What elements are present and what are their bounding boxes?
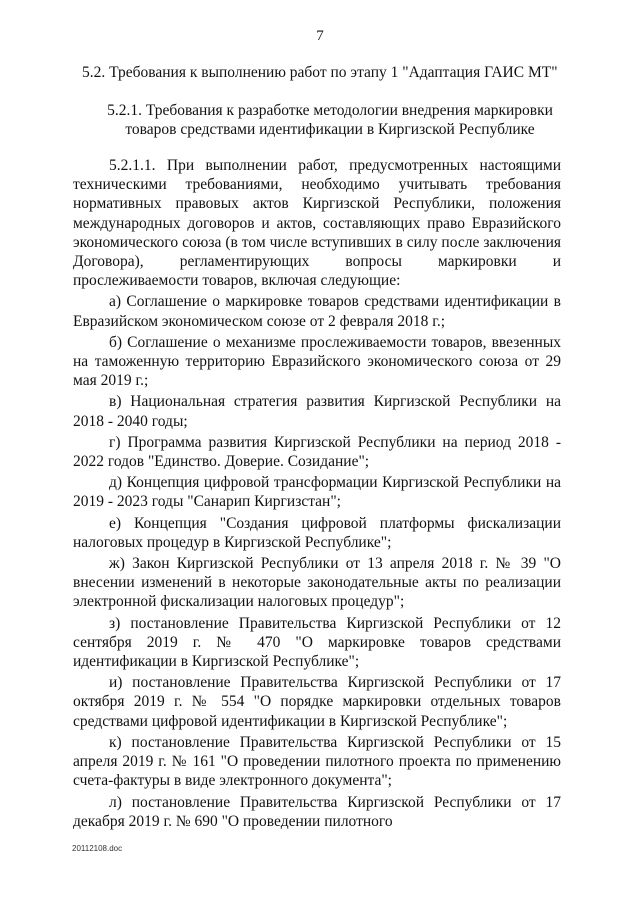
list-item-zh: ж) Закон Киргизской Республики от 13 апреля 2018 г. № 39 "О внесении изменений в некоторые законодательные акты по реализации электронной фискализации налоговых процедур";	[73, 555, 561, 611]
list-item-z: з) постановление Правительства Киргизской Республики от 12 сентября 2019 г. № 470 "О маркировке товаров средствами идентификации в Киргизской Республике";	[73, 614, 561, 671]
intro-paragraph: 5.2.1.1. При выполнении работ, предусмотренных настоящими техническими требованиями, необходимо учитывать требования нормативных правовых актов Киргизской Республики, положения международных договоров и актов, составляющих право Евразийского экономического союза (в том числе вступивших в силу после заключения Договора), регламентирующих вопросы маркировки и прослеживаемости товаров, включая следующие:	[73, 157, 561, 290]
list-item-k: к) постановление Правительства Киргизской Республики от 15 апреля 2019 г. № 161 "О проведении пилотного проекта по применению счета-фактуры в виде электронного документа";	[73, 733, 561, 790]
list-item-v: в) Национальная стратегия развития Киргизской Республики на 2018 - 2040 годы;	[73, 393, 561, 430]
list-item-i: и) постановление Правительства Киргизской Республики от 17 октября 2019 г. № 554 "О порядке маркировки отдельных товаров средствами цифровой идентификации в Киргизской Республике";	[73, 674, 561, 730]
document-body	[73, 156, 561, 831]
list-item-d: д) Концепция цифровой трансформации Киргизской Республики на 2019 - 2023 годы "Санарип Киргизстан";	[73, 474, 561, 511]
list-item-e: е) Концепция "Создания цифровой платформы фискализации налоговых процедур в Киргизской Республике";	[73, 514, 561, 551]
list-item-a: а) Соглашение о маркировке товаров средствами идентификации в Евразийском экономическом союзе от 2 февраля 2018 г.;	[73, 293, 561, 330]
list-item-g: г) Программа развития Киргизской Республики на период 2018 - 2022 годов "Единство. Доверие. Созидание";	[73, 433, 561, 471]
page-number: 7	[316, 28, 324, 44]
footer-filename: 20112108.doc	[72, 844, 123, 853]
list-item-b: б) Соглашение о механизме прослеживаемости товаров, ввезенных на таможенную территорию Евразийского экономического союза от 29 мая 2019 г.;	[73, 333, 561, 390]
section-heading-5-2-1: 5.2.1. Требования к разработке методологии внедрения маркировки товаров средствами идентификации в Киргизской Республике	[107, 102, 553, 138]
list-item-l: л) постановление Правительства Киргизской Республики от 17 декабря 2019 г. № 690 "О проведении пилотного	[73, 793, 561, 830]
section-heading-5-2: 5.2. Требования к выполнению работ по этапу 1 "Адаптация ГАИС МТ"	[82, 64, 558, 81]
